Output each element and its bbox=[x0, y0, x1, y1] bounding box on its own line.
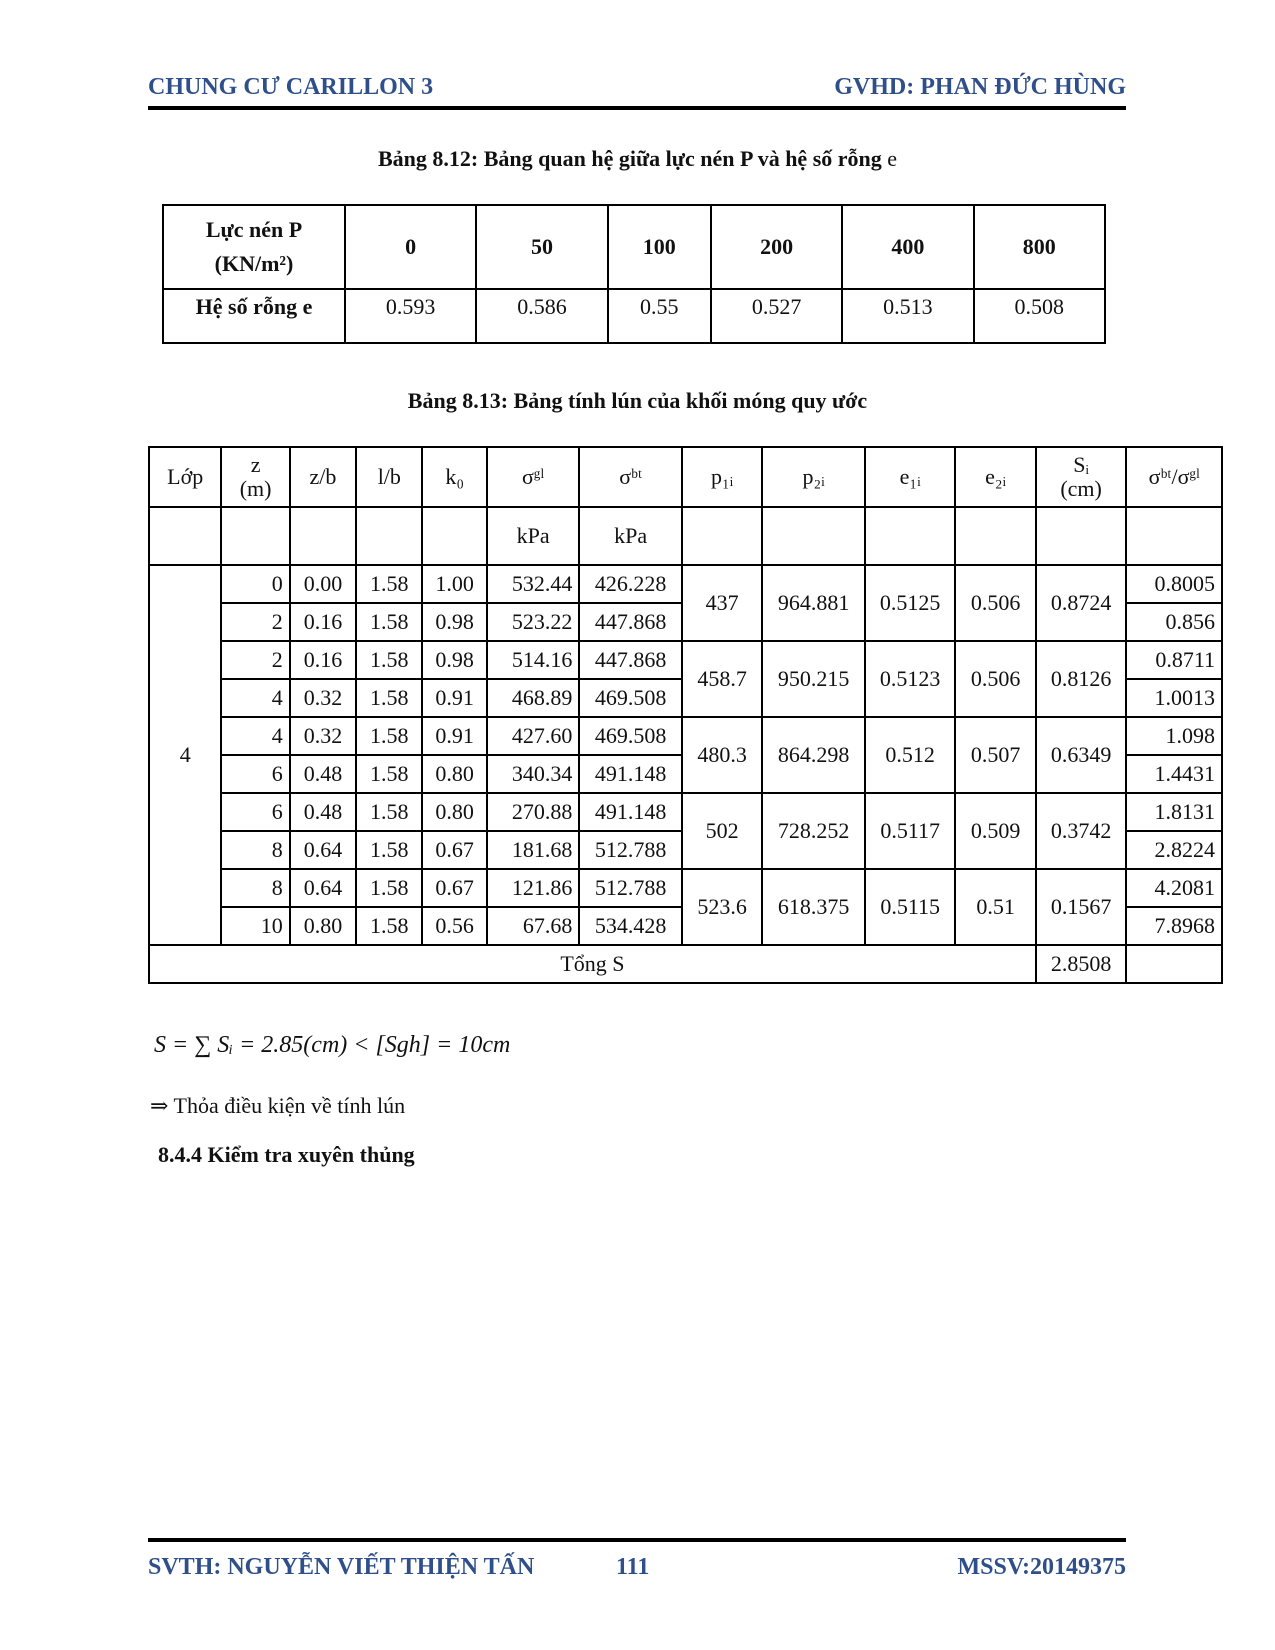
pressure-void-ratio-table bbox=[162, 204, 1106, 344]
sigma-gl-cell: 340.34 bbox=[487, 755, 580, 793]
depth-cell: 4 bbox=[221, 679, 289, 717]
void-ratio-cell: 0.513 bbox=[842, 289, 973, 343]
footer-student: SVTH: NGUYỄN VIẾT THIỆN TẤN bbox=[148, 1554, 535, 1580]
col-k0: k₀ bbox=[422, 447, 486, 507]
lb-cell: 1.58 bbox=[356, 679, 422, 717]
ratio-cell: 0.8005 bbox=[1126, 565, 1222, 603]
p2-cell: 864.298 bbox=[762, 717, 865, 793]
void-ratio-cell: 0.55 bbox=[608, 289, 711, 343]
lb-cell: 1.58 bbox=[356, 603, 422, 641]
void-ratio-cell: 0.508 bbox=[974, 289, 1105, 343]
sigma-gl-cell: 427.60 bbox=[487, 717, 580, 755]
settlement-cell: 0.8724 bbox=[1036, 565, 1127, 641]
col-e1: e₁ᵢ bbox=[865, 447, 956, 507]
e1-cell: 0.5123 bbox=[865, 641, 956, 717]
zb-cell: 0.64 bbox=[290, 869, 356, 907]
pressure-cell: 50 bbox=[476, 205, 607, 289]
ratio-cell: 1.0013 bbox=[1126, 679, 1222, 717]
ratio-cell: 4.2081 bbox=[1126, 869, 1222, 907]
pressure-cell: 100 bbox=[608, 205, 711, 289]
col-e2: e₂ᵢ bbox=[955, 447, 1035, 507]
void-ratio-label: Hệ số rỗng e bbox=[163, 289, 345, 343]
pressure-label-cell bbox=[163, 205, 345, 289]
sigma-bt-cell: 512.788 bbox=[579, 869, 682, 907]
k0-cell: 0.91 bbox=[422, 717, 486, 755]
ratio-cell: 1.4431 bbox=[1126, 755, 1222, 793]
settlement-cell: 0.3742 bbox=[1036, 793, 1127, 869]
p1-cell: 523.6 bbox=[682, 869, 762, 945]
p1-cell: 437 bbox=[682, 565, 762, 641]
lb-cell: 1.58 bbox=[356, 717, 422, 755]
e2-cell: 0.509 bbox=[955, 793, 1035, 869]
settlement-conclusion: ⇒ Thỏa điều kiện về tính lún bbox=[150, 1093, 406, 1118]
e2-cell: 0.506 bbox=[955, 565, 1035, 641]
col-p2: p₂ᵢ bbox=[762, 447, 865, 507]
k0-cell: 0.98 bbox=[422, 603, 486, 641]
depth-cell: 4 bbox=[221, 717, 289, 755]
p1-cell: 502 bbox=[682, 793, 762, 869]
depth-cell: 0 bbox=[221, 565, 289, 603]
col-sigma-bt: σᵇᵗ bbox=[579, 447, 682, 507]
k0-cell: 0.98 bbox=[422, 641, 486, 679]
k0-cell: 0.80 bbox=[422, 793, 486, 831]
col-settlement-symbol: Sᵢ bbox=[1073, 452, 1090, 477]
zb-cell: 0.32 bbox=[290, 717, 356, 755]
pressure-row bbox=[163, 205, 1105, 289]
pressure-cell: 0 bbox=[345, 205, 476, 289]
depth-cell: 10 bbox=[221, 907, 289, 945]
depth-cell: 8 bbox=[221, 831, 289, 869]
table1-caption-tail: e bbox=[887, 146, 898, 171]
sigma-bt-cell: 426.228 bbox=[579, 565, 682, 603]
lb-cell: 1.58 bbox=[356, 869, 422, 907]
zb-cell: 0.48 bbox=[290, 793, 356, 831]
zb-cell: 0.00 bbox=[290, 565, 356, 603]
ratio-cell: 0.856 bbox=[1126, 603, 1222, 641]
col-settlement bbox=[1036, 447, 1127, 507]
col-depth bbox=[221, 447, 289, 507]
table-row bbox=[149, 641, 1222, 679]
lb-cell: 1.58 bbox=[356, 831, 422, 869]
ratio-cell: 0.8711 bbox=[1126, 641, 1222, 679]
sigma-gl-cell: 181.68 bbox=[487, 831, 580, 869]
lb-cell: 1.58 bbox=[356, 793, 422, 831]
settlement-cell: 0.6349 bbox=[1036, 717, 1127, 793]
pressure-cell: 400 bbox=[842, 205, 973, 289]
settlement-table bbox=[148, 446, 1223, 984]
col-stress-ratio: σᵇᵗ/σᵍˡ bbox=[1126, 447, 1222, 507]
col-settlement-unit: (cm) bbox=[1060, 476, 1102, 501]
e2-cell: 0.51 bbox=[955, 869, 1035, 945]
zb-cell: 0.64 bbox=[290, 831, 356, 869]
depth-cell: 8 bbox=[221, 869, 289, 907]
layer-cell: 4 bbox=[149, 565, 221, 945]
col-sigma-gl: σᵍˡ bbox=[487, 447, 580, 507]
k0-cell: 0.91 bbox=[422, 679, 486, 717]
footer-student-id: MSSV:20149375 bbox=[957, 1554, 1126, 1580]
zb-cell: 0.16 bbox=[290, 641, 356, 679]
col-p1: p₁ᵢ bbox=[682, 447, 762, 507]
depth-cell: 2 bbox=[221, 641, 289, 679]
total-value: 2.8508 bbox=[1036, 945, 1127, 983]
ratio-cell: 7.8968 bbox=[1126, 907, 1222, 945]
unit-cell bbox=[865, 507, 956, 565]
pressure-unit: (KN/m²) bbox=[214, 251, 294, 276]
p2-cell: 728.252 bbox=[762, 793, 865, 869]
settlement-cell: 0.8126 bbox=[1036, 641, 1127, 717]
settlement-formula: S = ∑ Sᵢ = 2.85(cm) < [Sgh] = 10cm bbox=[154, 1032, 511, 1058]
unit-cell bbox=[422, 507, 486, 565]
pressure-label: Lực nén P bbox=[205, 217, 303, 242]
zb-cell: 0.16 bbox=[290, 603, 356, 641]
sigma-bt-cell: 534.428 bbox=[579, 907, 682, 945]
sigma-gl-cell: 532.44 bbox=[487, 565, 580, 603]
e1-cell: 0.5117 bbox=[865, 793, 956, 869]
sigma-gl-cell: 514.16 bbox=[487, 641, 580, 679]
p2-cell: 618.375 bbox=[762, 869, 865, 945]
col-lb: l/b bbox=[356, 447, 422, 507]
unit-cell bbox=[221, 507, 289, 565]
lb-cell: 1.58 bbox=[356, 755, 422, 793]
unit-sigma-bt: kPa bbox=[579, 507, 682, 565]
table1-caption-text: Bảng 8.12: Bảng quan hệ giữa lực nén P và hệ số rỗng bbox=[377, 146, 882, 171]
pressure-cell: 800 bbox=[974, 205, 1105, 289]
zb-cell: 0.80 bbox=[290, 907, 356, 945]
e2-cell: 0.507 bbox=[955, 717, 1035, 793]
unit-cell bbox=[149, 507, 221, 565]
ratio-cell: 1.8131 bbox=[1126, 793, 1222, 831]
unit-cell bbox=[290, 507, 356, 565]
k0-cell: 0.80 bbox=[422, 755, 486, 793]
col-depth-unit: (m) bbox=[239, 476, 272, 501]
sigma-bt-cell: 491.148 bbox=[579, 755, 682, 793]
table-row bbox=[149, 869, 1222, 907]
sigma-gl-cell: 67.68 bbox=[487, 907, 580, 945]
zb-cell: 0.32 bbox=[290, 679, 356, 717]
sigma-gl-cell: 121.86 bbox=[487, 869, 580, 907]
zb-cell: 0.48 bbox=[290, 755, 356, 793]
table-row bbox=[149, 793, 1222, 831]
sigma-bt-cell: 469.508 bbox=[579, 717, 682, 755]
unit-cell bbox=[356, 507, 422, 565]
p1-cell: 480.3 bbox=[682, 717, 762, 793]
table-row bbox=[149, 717, 1222, 755]
sigma-bt-cell: 491.148 bbox=[579, 793, 682, 831]
col-depth-symbol: z bbox=[250, 452, 261, 477]
sigma-gl-cell: 523.22 bbox=[487, 603, 580, 641]
header-project-title: CHUNG CƯ CARILLON 3 bbox=[148, 74, 434, 100]
section-heading: 8.4.4 Kiểm tra xuyên thủng bbox=[158, 1142, 415, 1167]
sigma-gl-cell: 270.88 bbox=[487, 793, 580, 831]
lb-cell: 1.58 bbox=[356, 907, 422, 945]
void-ratio-cell: 0.586 bbox=[476, 289, 607, 343]
total-row bbox=[149, 945, 1222, 983]
settlement-cell: 0.1567 bbox=[1036, 869, 1127, 945]
lb-cell: 1.58 bbox=[356, 565, 422, 603]
sigma-gl-cell: 468.89 bbox=[487, 679, 580, 717]
ratio-cell: 1.098 bbox=[1126, 717, 1222, 755]
col-layer: Lớp bbox=[149, 447, 221, 507]
unit-sigma-gl: kPa bbox=[487, 507, 580, 565]
unit-cell bbox=[762, 507, 865, 565]
k0-cell: 0.67 bbox=[422, 831, 486, 869]
sigma-bt-cell: 469.508 bbox=[579, 679, 682, 717]
table-row bbox=[149, 565, 1222, 603]
footer-page-number: 111 bbox=[616, 1554, 650, 1580]
col-zb: z/b bbox=[290, 447, 356, 507]
e2-cell: 0.506 bbox=[955, 641, 1035, 717]
void-ratio-cell: 0.527 bbox=[711, 289, 842, 343]
total-label: Tổng S bbox=[149, 945, 1036, 983]
table1-caption bbox=[0, 146, 1275, 172]
table2-caption: Bảng 8.13: Bảng tính lún của khối móng quy ước bbox=[407, 388, 868, 413]
e1-cell: 0.5115 bbox=[865, 869, 956, 945]
unit-cell bbox=[1036, 507, 1127, 565]
void-ratio-row bbox=[163, 289, 1105, 343]
sigma-bt-cell: 447.868 bbox=[579, 641, 682, 679]
e1-cell: 0.5125 bbox=[865, 565, 956, 641]
page-footer bbox=[148, 1538, 1126, 1592]
p1-cell: 458.7 bbox=[682, 641, 762, 717]
lb-cell: 1.58 bbox=[356, 641, 422, 679]
unit-cell bbox=[955, 507, 1035, 565]
depth-cell: 2 bbox=[221, 603, 289, 641]
k0-cell: 1.00 bbox=[422, 565, 486, 603]
void-ratio-cell: 0.593 bbox=[345, 289, 476, 343]
total-empty-cell bbox=[1126, 945, 1222, 983]
unit-cell bbox=[682, 507, 762, 565]
sigma-bt-cell: 447.868 bbox=[579, 603, 682, 641]
unit-cell bbox=[1126, 507, 1222, 565]
settlement-header-row bbox=[149, 447, 1222, 507]
ratio-cell: 2.8224 bbox=[1126, 831, 1222, 869]
pressure-cell: 200 bbox=[711, 205, 842, 289]
depth-cell: 6 bbox=[221, 755, 289, 793]
page-header bbox=[148, 66, 1126, 110]
e1-cell: 0.512 bbox=[865, 717, 956, 793]
sigma-bt-cell: 512.788 bbox=[579, 831, 682, 869]
p2-cell: 950.215 bbox=[762, 641, 865, 717]
depth-cell: 6 bbox=[221, 793, 289, 831]
settlement-unit-row bbox=[149, 507, 1222, 565]
p2-cell: 964.881 bbox=[762, 565, 865, 641]
k0-cell: 0.67 bbox=[422, 869, 486, 907]
header-advisor: GVHD: PHAN ĐỨC HÙNG bbox=[834, 74, 1126, 100]
k0-cell: 0.56 bbox=[422, 907, 486, 945]
